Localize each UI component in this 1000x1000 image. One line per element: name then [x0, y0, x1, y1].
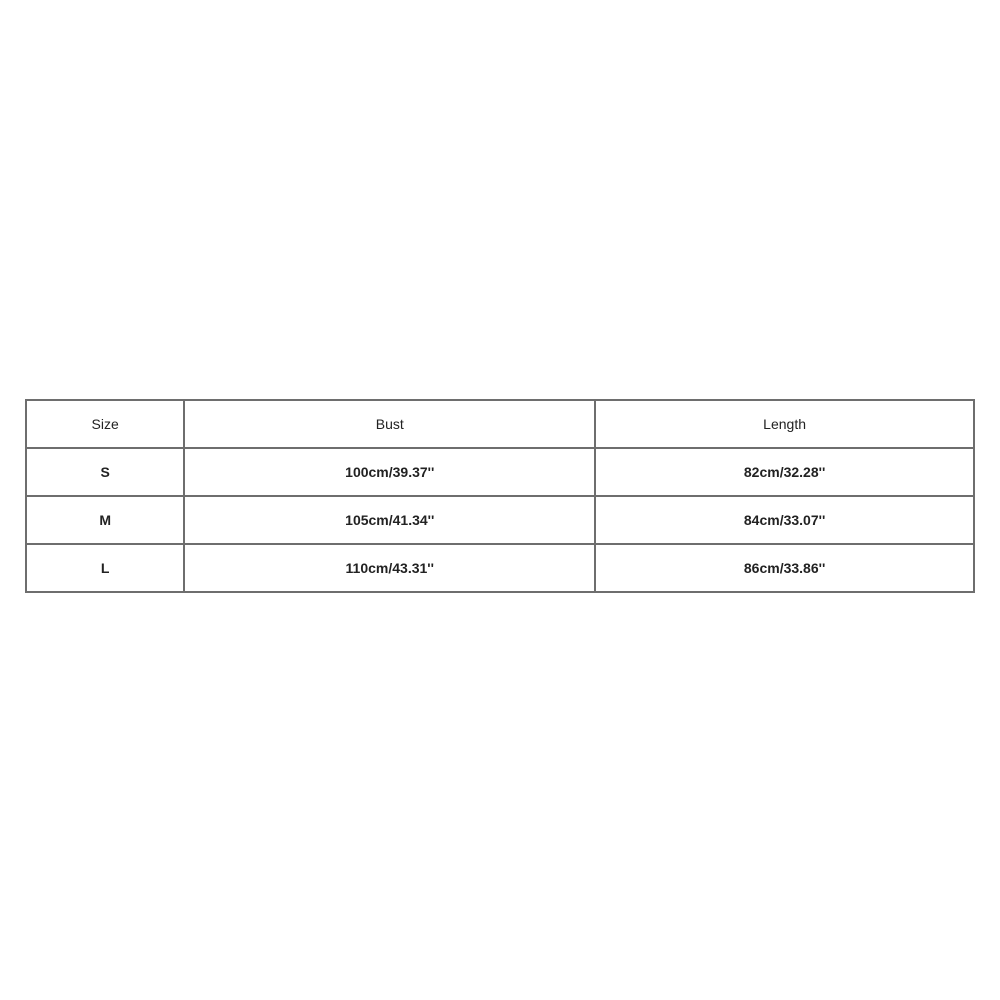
table-row: [26, 544, 974, 592]
table-row: [26, 448, 974, 496]
cell-size: L: [26, 544, 184, 592]
cell-length: 82cm/32.28'': [595, 448, 974, 496]
cell-length: 84cm/33.07'': [595, 496, 974, 544]
table-header-row: [26, 400, 974, 448]
size-chart-table: [25, 399, 975, 593]
cell-size: S: [26, 448, 184, 496]
header-size: Size: [26, 400, 184, 448]
cell-bust: 105cm/41.34'': [184, 496, 595, 544]
table-row: [26, 496, 974, 544]
header-bust: Bust: [184, 400, 595, 448]
header-length: Length: [595, 400, 974, 448]
cell-length: 86cm/33.86'': [595, 544, 974, 592]
cell-bust: 110cm/43.31'': [184, 544, 595, 592]
cell-size: M: [26, 496, 184, 544]
cell-bust: 100cm/39.37'': [184, 448, 595, 496]
